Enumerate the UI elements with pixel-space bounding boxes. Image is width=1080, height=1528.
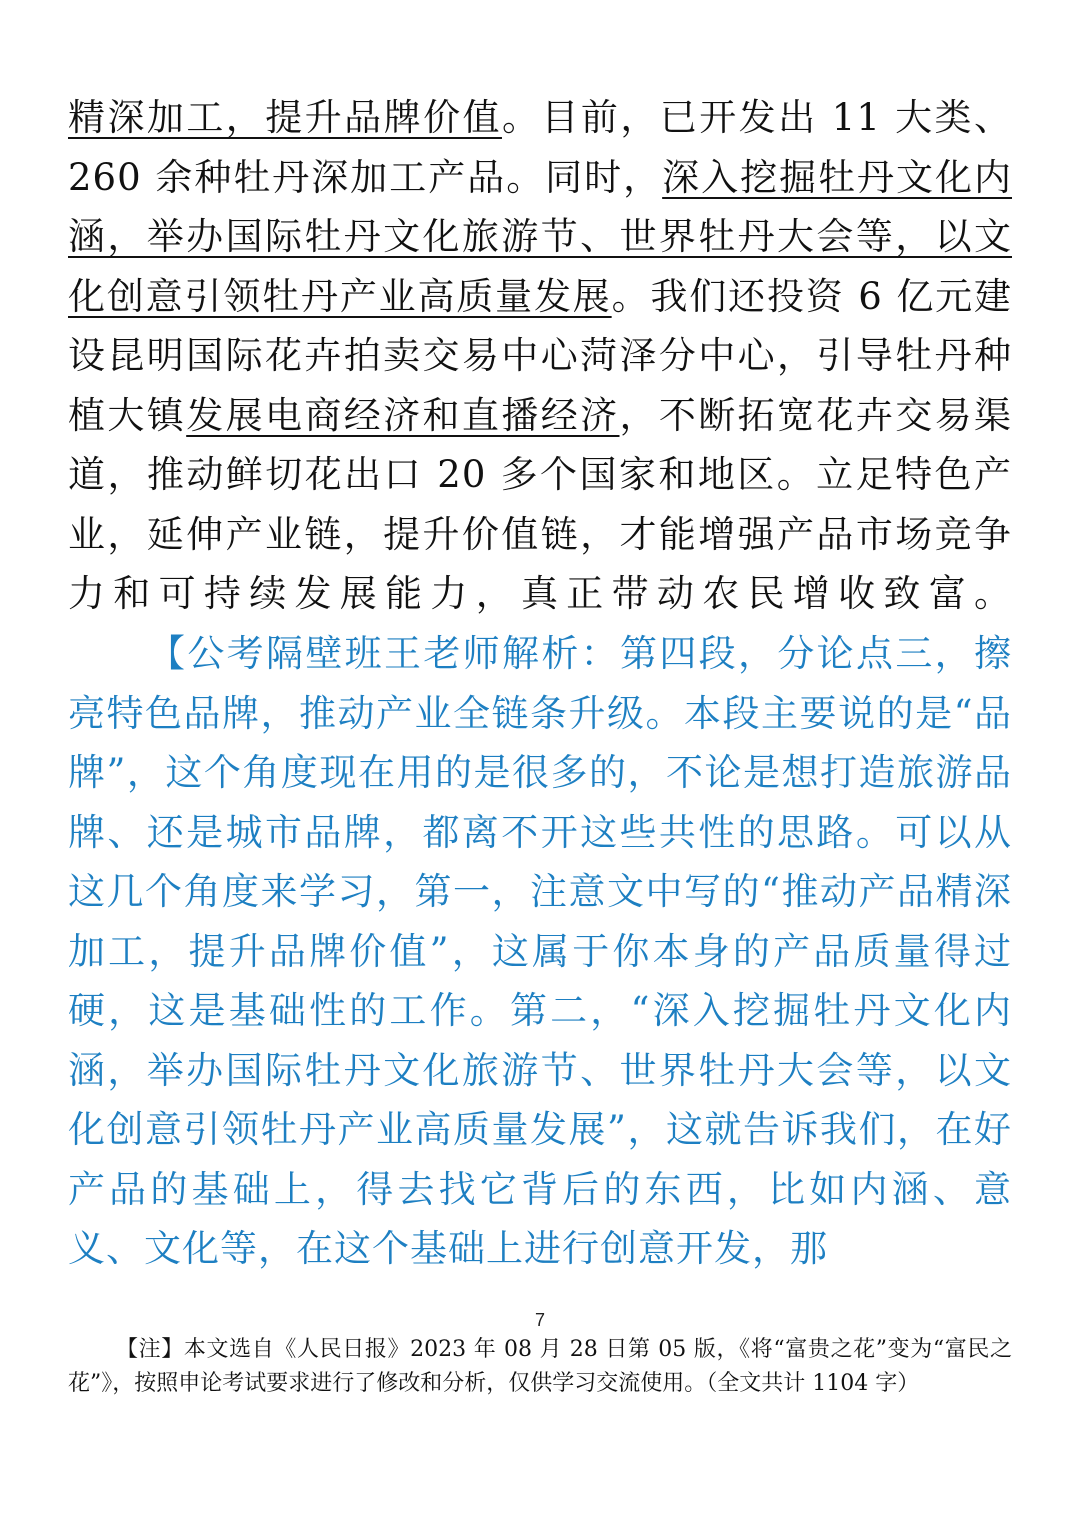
underlined-phrase-culture: 深入挖掘牡丹文化内涵，举办国际牡丹文化旅游节、世界牡丹大会等，以文化创意引领牡丹产业高质量发展 [68, 155, 1012, 318]
page-number: 7 [534, 1310, 545, 1330]
underlined-phrase-ecommerce: 发展电商经济和直播经济 [186, 393, 620, 437]
body-paragraph [68, 88, 1012, 624]
body-text-segment: 。我们还投资 6 亿元建设昆明国际花卉拍卖交易中心菏泽分中心，引导牡丹种植大镇 [68, 274, 1013, 437]
footnote: 【注】本文选自《人民日报》2023 年 08 月 28 日第 05 版，《将“富贵之花”变为“富民之花”》，按照申论考试要求进行了修改和分析，仅供学习交流使用。（全文共计 1104 字） [68, 1337, 1012, 1396]
body-text-segment: 。目前，已开发出 11 大类、260 余种牡丹深加工产品。同时， [68, 96, 1012, 199]
analysis-paragraph: 【公考隔壁班王老师解析：第四段，分论点三，擦亮特色品牌，推动产业全链条升级。本段主要说的是“品牌”，这个角度现在用的是很多的，不论是想打造旅游品牌、还是城市品牌，都离不开这些共性的思路。可以从这几个角度来学习，第一，注意文中写的“推动产品精深加工，提升品牌价值”，这属于你本身的产品质量得过硬，这是基础性的工作。第二，“深入挖掘牡丹文化内涵，举办国际牡丹文化旅游节、世界牡丹大会等，以文化创意引领牡丹产业高质量发展”，这就告诉我们，在好产品的基础上，得去找它背后的东西，比如内涵、意义、文化等，在这个基础上进行创意开发，那 [68, 632, 1012, 1270]
underlined-phrase-brand-value: 精深加工，提升品牌价值 [68, 96, 502, 139]
body-text-segment: ，不断拓宽花卉交易渠道，推动鲜切花出口 20 多个国家和地区。立足特色产业，延伸产业链，提升价值链，才能增强产品市场竞争力和可持续发展能力，真正带动农民增收致富。 [68, 393, 1013, 615]
